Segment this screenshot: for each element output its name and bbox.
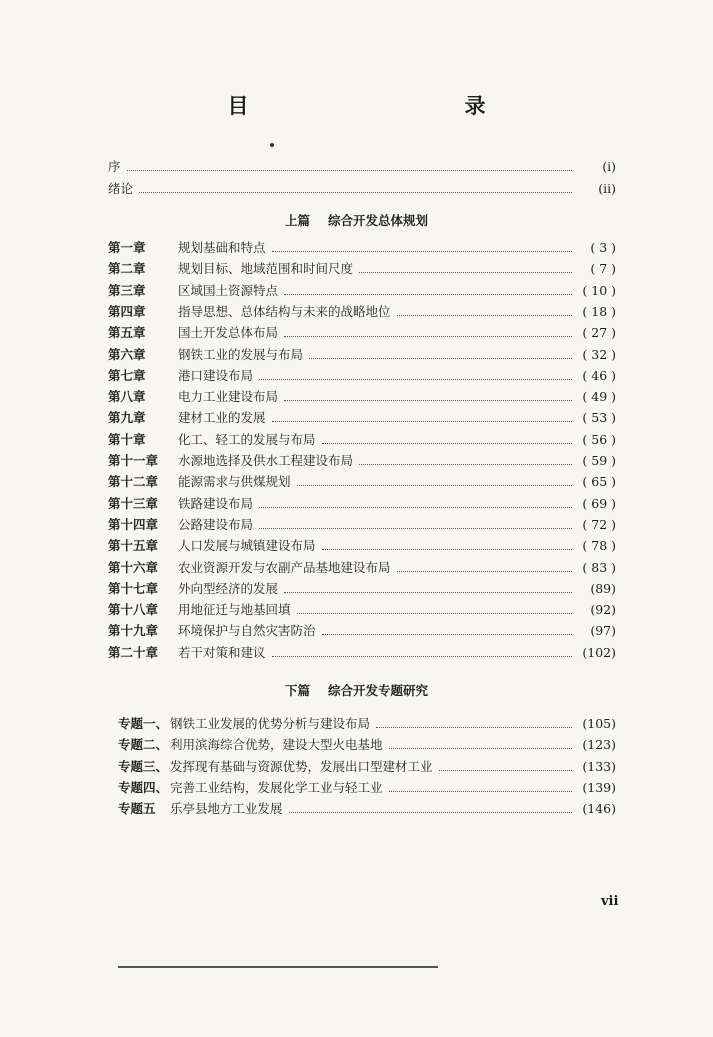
dot-leader [259,518,572,529]
entry-title: 能源需求与供煤规划 [178,474,291,490]
entry-number: 第十一章 [108,453,159,468]
toc-entry[interactable] [108,239,616,257]
dot-leader [309,348,572,359]
toc-entry[interactable] [118,758,616,776]
entry-number: 第三章 [108,282,146,298]
dot-leader [359,262,572,273]
toc-entry[interactable] [108,260,616,278]
entry-number: 第十七章 [108,580,159,596]
part1-label: 上篇 [284,213,310,228]
toc-entry[interactable] [108,559,616,577]
toc-entry[interactable] [108,473,616,491]
entry-title: 公路建设布局 [178,516,254,532]
entry-page: ( 83 ) [582,559,616,575]
entry-page: (105) [582,716,616,731]
entry-page: ( 32 ) [582,346,616,362]
entry-page: (139) [582,779,616,795]
dot-leader [322,624,572,635]
entry-number: 第四章 [108,303,146,319]
entry-page: (i) [602,159,616,174]
dot-leader [284,284,572,295]
entry-page: ( 3 ) [590,240,616,255]
toc-entry[interactable] [108,622,616,640]
entry-number: 专题四、 [118,779,169,795]
entry-title: 电力工业建设布局 [178,389,279,405]
entry-number: 第十六章 [108,559,159,575]
toc-entry[interactable] [108,495,616,513]
entry-page: ( 46 ) [582,367,616,383]
toc-entry[interactable] [108,282,616,300]
dot-leader [376,717,572,728]
toc-entry[interactable] [118,736,616,754]
entry-page: ( 7 ) [590,261,616,277]
entry-number: 专题一、 [118,716,169,731]
entry-page: (123) [582,737,616,753]
entry-title: 若干对策和建议 [178,644,266,660]
toc-entry[interactable] [108,644,616,662]
stray-dot [270,143,274,147]
dot-leader [259,369,572,380]
entry-page: ( 53 ) [582,410,616,426]
part1-title: 综合开发总体规划 [328,213,429,228]
entry-page: (89) [590,580,616,596]
entry-number: 第八章 [108,389,146,405]
entry-page: ( 65 ) [582,474,616,490]
entry-page: ( 10 ) [582,282,616,298]
entry-page: (97) [590,623,616,639]
entry-number: 第十二章 [108,474,159,490]
entry-title: 完善工业结构，发展化学工业与轻工业 [170,779,383,795]
dot-leader [322,433,572,444]
entry-title: 区域国土资源特点 [178,282,279,298]
entry-number: 第十五章 [108,538,159,554]
entry-page: (ii) [598,181,616,196]
entry-title: 铁路建设布局 [178,495,254,511]
entry-number: 第七章 [108,367,146,383]
entry-title: 水源地选择及供水工程建设布局 [178,453,354,468]
dot-leader [359,454,572,465]
part2-title: 综合开发专题研究 [328,683,429,698]
toc-entry[interactable] [108,537,616,555]
entry-page: ( 72 ) [582,516,616,532]
entry-page: (133) [582,758,616,774]
entry-number: 第十八章 [108,602,159,618]
entry-number: 第五章 [108,325,146,341]
toc-entry[interactable] [108,580,616,598]
toc-entry[interactable] [118,715,616,733]
entry-title: 发挥现有基础与资源优势，发展出口型建材工业 [170,758,433,774]
entry-title: 规划基础和特点 [178,240,266,255]
toc-entry[interactable] [108,324,616,342]
entry-title: 钢铁工业发展的优势分析与建设布局 [170,716,371,731]
entry-number: 专题二、 [118,737,169,753]
dot-leader [389,738,572,749]
part2-heading [0,681,713,699]
dot-leader [284,582,572,593]
entry-page: (102) [582,644,616,660]
entry-title: 国土开发总体布局 [178,325,279,341]
entry-title: 序 [108,159,121,174]
entry-page: ( 18 ) [582,303,616,319]
toc-entry-preface[interactable] [108,158,616,176]
entry-number: 第十三章 [108,495,159,511]
entry-page: (146) [582,801,616,817]
entry-number: 第二十章 [108,644,159,660]
part2-label: 下篇 [284,683,310,698]
entry-number: 第一章 [108,240,146,255]
dot-leader [439,760,572,771]
page-title: 目 录 [227,94,544,118]
dot-leader [322,539,572,550]
entry-title: 绪论 [108,181,134,196]
toc-entry[interactable] [118,779,616,797]
entry-number: 第九章 [108,410,146,426]
entry-number: 第十章 [108,431,146,447]
entry-title: 建材工业的发展 [178,410,266,426]
entry-title: 农业资源开发与农副产品基地建设布局 [178,559,391,575]
entry-title: 环境保护与自然灾害防治 [178,623,316,639]
entry-title: 用地征迁与地基回填 [178,602,291,618]
entry-page: ( 49 ) [582,389,616,405]
toc-entry-introduction[interactable] [108,180,616,198]
entry-page: ( 78 ) [582,538,616,554]
toc-entry[interactable] [108,601,616,619]
entry-number: 专题三、 [118,758,169,774]
entry-title: 化工、轻工的发展与布局 [178,431,316,447]
dot-leader [272,241,572,252]
entry-title: 乐亭县地方工业发展 [170,801,283,817]
entry-number: 第十四章 [108,516,159,532]
entry-number: 第二章 [108,261,146,277]
toc-entry[interactable] [108,431,616,449]
entry-title: 利用滨海综合优势，建设大型火电基地 [170,737,383,753]
entry-title: 外向型经济的发展 [178,580,279,596]
part1-heading [0,211,713,229]
dot-leader [297,475,572,486]
toc-entry[interactable] [108,303,616,321]
toc-entry[interactable] [108,409,616,427]
dot-leader [397,561,572,572]
entry-page: (92) [590,602,616,618]
dot-leader [389,781,572,792]
dot-leader [289,802,572,813]
entry-page: ( 69 ) [582,495,616,511]
entry-title: 人口发展与城镇建设布局 [178,538,316,554]
toc-entry[interactable] [108,516,616,534]
dot-leader [297,603,572,614]
bottom-rule [118,966,438,968]
entry-page: ( 59 ) [582,453,616,468]
dot-leader [284,390,572,401]
entry-number: 专题五 [118,801,156,817]
page-number: vii [601,894,619,909]
toc-entry[interactable] [108,388,616,406]
entry-page: ( 56 ) [582,431,616,447]
toc-entry[interactable] [118,800,616,818]
dot-leader [139,182,572,193]
entry-title: 钢铁工业的发展与布局 [178,346,304,362]
dot-leader [272,646,572,657]
dot-leader [259,497,572,508]
dot-leader [272,411,572,422]
dot-leader [127,160,572,171]
entry-title: 规划目标、地域范围和时间尺度 [178,261,354,277]
dot-leader [284,326,572,337]
entry-title: 港口建设布局 [178,367,254,383]
dot-leader [397,305,572,316]
toc-entry[interactable] [108,367,616,385]
toc-entry[interactable] [108,346,616,364]
toc-entry[interactable] [108,452,616,470]
entry-page: ( 27 ) [582,325,616,341]
entry-number: 第六章 [108,346,146,362]
entry-number: 第十九章 [108,623,159,639]
entry-title: 指导思想、总体结构与未来的战略地位 [178,303,391,319]
